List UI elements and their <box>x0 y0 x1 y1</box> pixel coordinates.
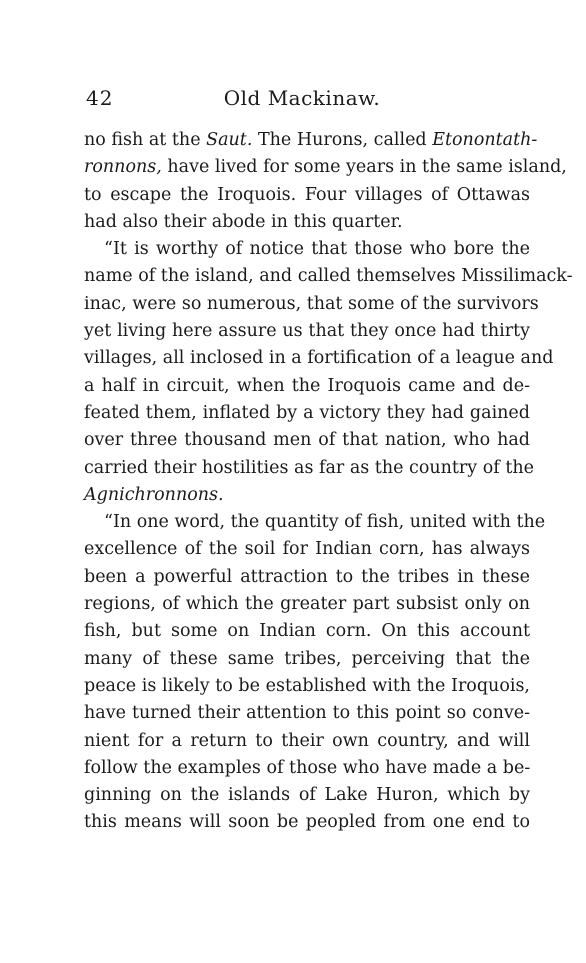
text-line <box>84 755 530 782</box>
text-line <box>84 591 530 618</box>
text-run: name of the island, and called themselves Missilimack- <box>84 266 573 287</box>
text-line <box>84 318 530 345</box>
text-run: inac, were so numerous, that some of the survivors <box>84 293 539 314</box>
text-line <box>84 345 554 372</box>
italic-text: ronnons, <box>84 157 162 178</box>
text-run: villages, all inclosed in a fortification of a league and <box>84 348 554 369</box>
text-line <box>84 455 534 482</box>
text-run: over three thousand men of that nation, who had <box>84 430 530 451</box>
italic-text: Agnichronnons. <box>84 484 224 505</box>
text-line <box>84 809 530 836</box>
running-title <box>0 86 586 110</box>
page-number: 42 <box>86 86 114 110</box>
text-line <box>84 291 539 318</box>
text-run: to escape the Iroquois. Four villages of Ottawas <box>84 184 530 205</box>
text-line <box>84 700 530 727</box>
text-line <box>84 209 530 236</box>
text-run: feated them, inflated by a victory they had gained <box>84 402 530 423</box>
text-run: regions, of which the greater part subsist only on <box>84 594 530 615</box>
text-line <box>84 127 538 154</box>
text-run: had also their abode in this quarter. <box>84 211 403 232</box>
text-run: carried their hostilities as far as the country of the <box>84 457 534 478</box>
text-run: been a powerful attraction to the tribes in these <box>84 566 530 587</box>
text-line <box>84 646 530 673</box>
text-line <box>84 373 530 400</box>
text-run: no fish at the <box>84 130 207 150</box>
text-run: fish, but some on Indian corn. On this account <box>84 621 530 642</box>
text-line <box>84 427 530 454</box>
text-run: a half in circuit, when the Iroquois came and de- <box>84 375 530 396</box>
italic-text: Etonontath- <box>432 130 538 150</box>
text-run: nient for a return to their own country, and will <box>84 730 530 751</box>
text-line <box>84 182 530 209</box>
text-line <box>84 673 530 700</box>
text-run: yet living here assure us that they once had thirty <box>84 321 530 342</box>
text-line <box>84 618 530 645</box>
text-run: “It is worthy of notice that those who bore the <box>104 239 530 260</box>
text-line <box>84 482 530 509</box>
text-line <box>84 728 530 755</box>
text-line <box>84 400 530 427</box>
text-run: many of these same tribes, perceiving that the <box>84 648 530 669</box>
text-line <box>84 263 573 290</box>
text-run: have turned their attention to this point so conve- <box>84 703 530 724</box>
text-line <box>84 154 567 181</box>
italic-text: Saut. <box>206 130 253 150</box>
text-line <box>84 536 530 563</box>
text-run: this means will soon be peopled from one end to <box>84 812 530 833</box>
text-run: excellence of the soil for Indian corn, has always <box>84 539 530 560</box>
text-line <box>84 782 530 809</box>
text-run: “In one word, the quantity of fish, united with the <box>104 512 546 533</box>
text-run: have lived for some years in the same island, <box>161 157 567 178</box>
text-line <box>84 564 530 591</box>
text-run: follow the examples of those who have made a be- <box>84 757 531 778</box>
running-title-text: Old Mackinaw. <box>223 86 381 110</box>
text-run: The Hurons, called <box>252 130 433 150</box>
body-text <box>84 127 573 837</box>
text-line <box>84 509 546 536</box>
text-line <box>84 236 530 263</box>
text-run: peace is likely to be established with the Iroquois, <box>84 675 530 696</box>
text-run: ginning on the islands of Lake Huron, which by <box>84 785 530 806</box>
